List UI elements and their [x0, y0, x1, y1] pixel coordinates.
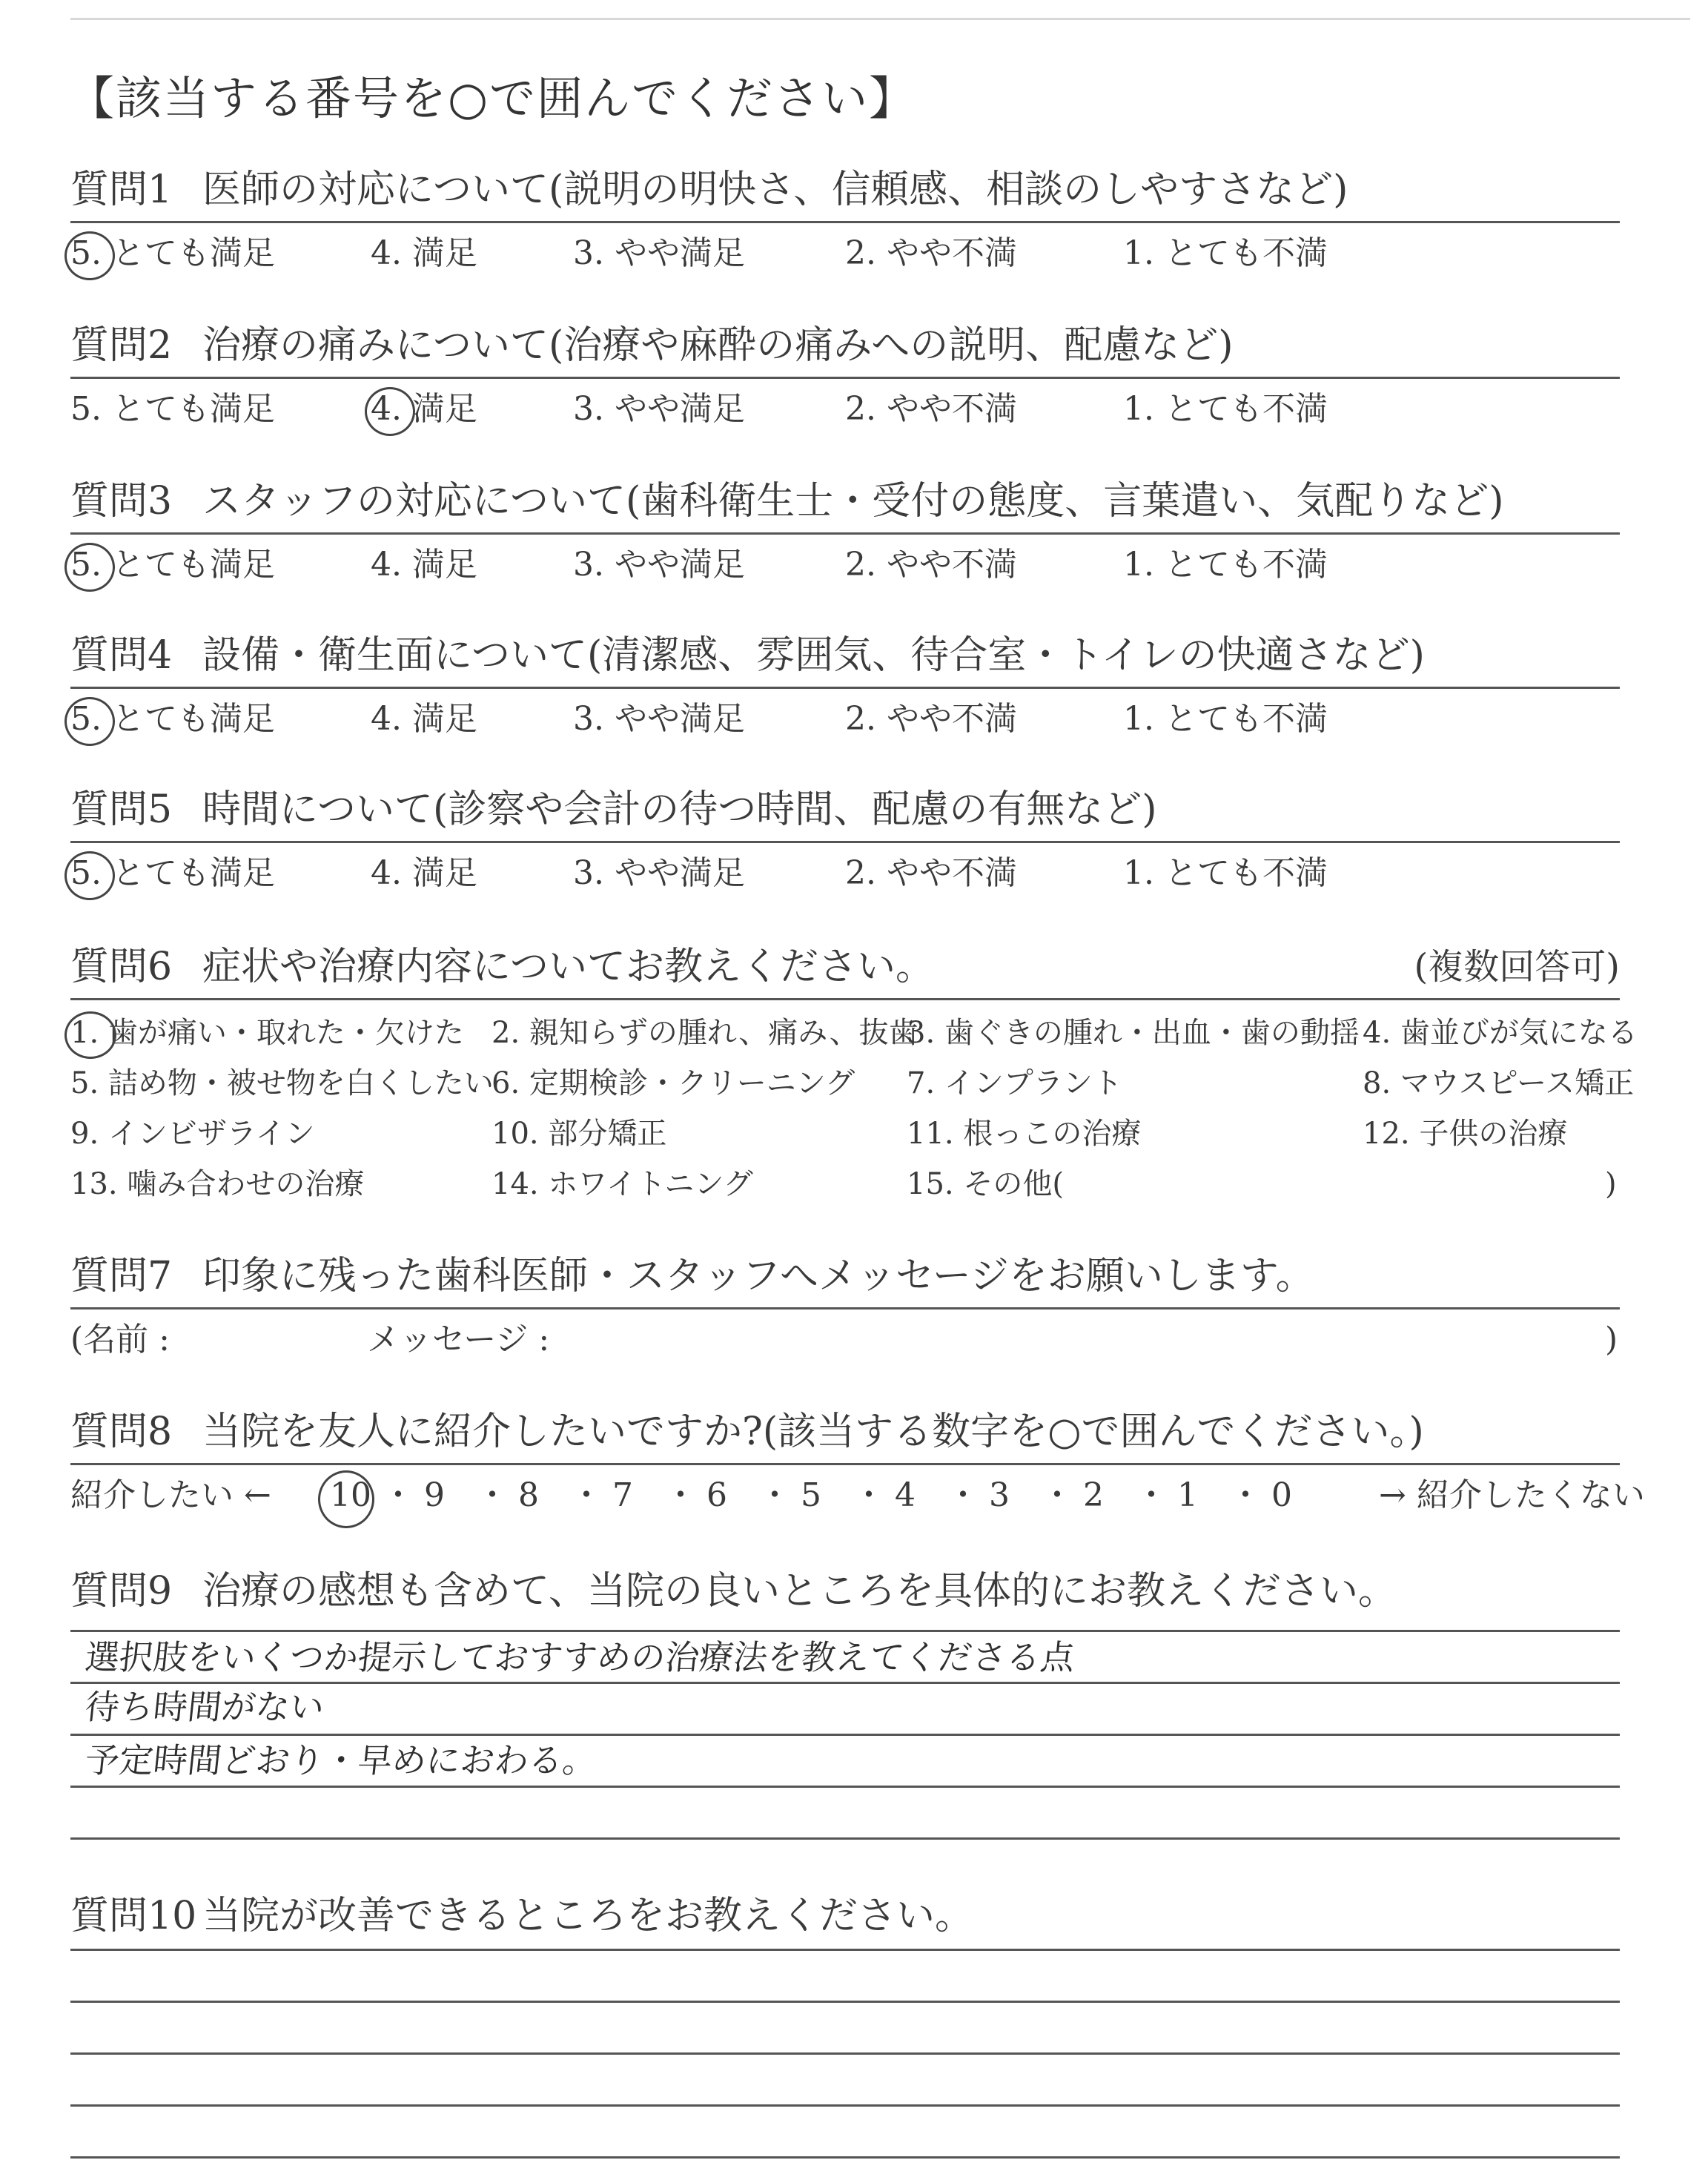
scale-value[interactable]: 7 — [612, 1476, 633, 1514]
symptom-option[interactable]: 4. 歯並びが気になる — [1363, 1016, 1638, 1050]
question-text: 当院が改善できるところをお教えください。 — [202, 1894, 974, 1938]
scale-value[interactable]: 9 — [424, 1476, 445, 1514]
rating-option[interactable]: 5. とても満足 — [70, 854, 275, 892]
answer-line — [70, 2156, 1620, 2159]
rating-options — [70, 383, 1620, 436]
question-title — [70, 1249, 1314, 1303]
message-field[interactable] — [70, 1313, 1620, 1367]
question-underline — [70, 998, 1620, 1000]
scale-separator: ・ — [853, 1476, 885, 1514]
rating-options — [70, 693, 1620, 746]
answer-line — [70, 1786, 1620, 1788]
answer-circle-mark — [64, 1011, 116, 1059]
rating-option[interactable]: 1. とても不満 — [1123, 854, 1328, 892]
question-text: 設備・衛生面について(清潔感、雰囲気、待合室・トイレの快適さなど) — [202, 633, 1425, 678]
rating-option[interactable]: 2. やや不満 — [845, 854, 1017, 892]
answer-line — [70, 1837, 1620, 1840]
rating-option[interactable]: 3. やや満足 — [573, 854, 745, 892]
handwritten-answer: 選択肢をいくつか提示しておすすめの治療法を教えてくださる点 — [83, 1637, 1077, 1677]
scale-value[interactable]: 4 — [895, 1476, 916, 1514]
rating-option[interactable]: 1. とても不満 — [1123, 546, 1328, 584]
symptom-option[interactable]: 12. 子供の治療 — [1363, 1117, 1568, 1151]
question-number: 質問2 — [70, 323, 173, 368]
answer-circle-mark — [64, 851, 115, 900]
multiple-answer-note: (複数回答可) — [1414, 946, 1620, 988]
question-text: 当院を友人に紹介したいですか?(該当する数字を○で囲んでください。) — [202, 1410, 1424, 1454]
answer-circle-mark — [64, 697, 115, 746]
question-underline — [70, 1463, 1620, 1465]
question-text: 治療の感想も含めて、当院の良いところを具体的にお教えください。 — [202, 1569, 1397, 1614]
answer-circle-mark — [365, 387, 415, 436]
rating-option[interactable]: 2. やや不満 — [845, 390, 1017, 428]
question-text: スタッフの対応について(歯科衛生士・受付の態度、言葉遣い、気配りなど) — [202, 479, 1504, 524]
scale-separator: ・ — [664, 1476, 697, 1514]
scale-separator: ・ — [476, 1476, 509, 1514]
scale-value[interactable]: 2 — [1083, 1476, 1104, 1514]
rating-option[interactable]: 5. とても満足 — [70, 390, 275, 428]
referral-scale — [70, 1469, 1645, 1522]
question-title — [70, 319, 1234, 372]
rating-option[interactable]: 2. やや不満 — [845, 700, 1017, 738]
question-title — [70, 629, 1425, 682]
question-underline — [70, 221, 1620, 223]
close-paren: ) — [1605, 1321, 1618, 1358]
question-underline — [70, 841, 1620, 843]
symptom-option[interactable]: 6. 定期検診・クリーニング — [491, 1066, 855, 1100]
rating-options — [70, 538, 1620, 592]
question-number: 質問5 — [70, 787, 173, 832]
rating-options — [70, 227, 1620, 280]
question-underline — [70, 532, 1620, 535]
symptom-option[interactable]: 10. 部分矯正 — [491, 1117, 667, 1151]
rating-option[interactable]: 2. やや不満 — [845, 234, 1017, 272]
answer-line — [70, 2052, 1620, 2055]
scale-value[interactable]: 10 — [330, 1476, 371, 1514]
question-title — [70, 940, 934, 994]
answer-circle-mark — [64, 543, 115, 592]
answer-line — [70, 1949, 1620, 1951]
answer-line — [70, 1734, 1620, 1736]
scale-separator: ・ — [382, 1476, 414, 1514]
answer-line — [70, 2104, 1620, 2107]
scale-value[interactable]: 8 — [518, 1476, 539, 1514]
page-heading: 【該当する番号を○で囲んでください】 — [68, 71, 917, 125]
scale-value[interactable]: 0 — [1271, 1476, 1292, 1514]
question-number: 質問1 — [70, 168, 173, 212]
rating-option[interactable]: 4. 満足 — [371, 234, 477, 272]
symptom-option[interactable]: 5. 詰め物・被せ物を白くしたい — [70, 1066, 494, 1100]
scale-separator: ・ — [947, 1476, 979, 1514]
symptom-option[interactable]: 3. 歯ぐきの腫れ・出血・歯の動揺 — [907, 1016, 1360, 1050]
symptom-option[interactable]: 11. 根っこの治療 — [907, 1117, 1142, 1151]
question-title — [70, 1405, 1424, 1459]
question-title — [70, 163, 1348, 217]
question-number: 質問9 — [70, 1569, 173, 1614]
scale-separator: ・ — [758, 1476, 791, 1514]
top-border — [70, 18, 1690, 20]
question-text: 医師の対応について(説明の明快さ、信頼感、相談のしやすさなど) — [202, 168, 1348, 212]
answer-circle-mark — [318, 1470, 374, 1528]
question-title — [70, 1565, 1397, 1618]
rating-option[interactable]: 3. やや満足 — [573, 234, 745, 272]
rating-option[interactable]: 1. とても不満 — [1123, 234, 1328, 272]
rating-option[interactable]: 2. やや不満 — [845, 546, 1017, 584]
rating-option[interactable]: 1. とても不満 — [1123, 390, 1328, 428]
symptom-option[interactable]: 14. ホワイトニング — [491, 1167, 753, 1201]
answer-line — [70, 2001, 1620, 2003]
question-number: 質問10 — [70, 1894, 197, 1938]
answer-line — [70, 1630, 1620, 1632]
question-text: 治療の痛みについて(治療や麻酔の痛みへの説明、配慮など) — [202, 323, 1234, 368]
rating-option[interactable]: 3. やや満足 — [573, 546, 745, 584]
question-title — [70, 1889, 973, 1943]
scale-separator: ・ — [570, 1476, 603, 1514]
symptom-option[interactable]: 2. 親知らずの腫れ、痛み、抜歯 — [491, 1016, 918, 1050]
question-text: 症状や治療内容についてお教えください。 — [202, 945, 934, 989]
question-number: 質問6 — [70, 945, 173, 989]
scale-separator: ・ — [1229, 1476, 1262, 1514]
question-number: 質問7 — [70, 1254, 173, 1298]
rating-option[interactable]: 5. とても満足 — [70, 700, 275, 738]
scale-value[interactable]: 5 — [801, 1476, 821, 1514]
question-text: 印象に残った歯科医師・スタッフへメッセージをお願いします。 — [202, 1254, 1314, 1298]
rating-option[interactable]: 4. 満足 — [371, 390, 477, 428]
symptom-option[interactable]: 9. インビザライン — [70, 1117, 315, 1151]
rating-option[interactable]: 5. とても満足 — [70, 546, 275, 584]
question-number: 質問4 — [70, 633, 173, 678]
symptom-option[interactable]: 1. 歯が痛い・取れた・欠けた — [70, 1016, 464, 1050]
rating-option[interactable]: 5. とても満足 — [70, 234, 275, 272]
rating-option[interactable]: 4. 満足 — [371, 546, 477, 584]
rating-option[interactable]: 3. やや満足 — [573, 390, 745, 428]
symptom-option[interactable]: 15. その他( — [907, 1167, 1064, 1201]
question-number: 質問8 — [70, 1410, 173, 1454]
question-underline — [70, 377, 1620, 379]
message-label: メッセージ : — [367, 1321, 550, 1358]
question-underline — [70, 1307, 1620, 1309]
scale-value[interactable]: 1 — [1177, 1476, 1198, 1514]
scale-value[interactable]: 6 — [706, 1476, 727, 1514]
symptom-option[interactable]: 7. インプラント — [907, 1066, 1122, 1100]
rating-option[interactable]: 1. とても不満 — [1123, 700, 1328, 738]
question-title — [70, 475, 1504, 528]
name-label: (名前 : — [70, 1321, 170, 1358]
scale-separator: ・ — [1041, 1476, 1073, 1514]
question-underline — [70, 687, 1620, 689]
scale-right-label: → 紹介したくない — [1379, 1476, 1645, 1514]
question-title — [70, 783, 1157, 836]
symptom-option[interactable]: 8. マウスピース矯正 — [1363, 1066, 1635, 1100]
handwritten-answer: 予定時間どおり・早めにおわる。 — [83, 1740, 599, 1780]
answer-circle-mark — [64, 231, 115, 280]
symptom-option[interactable]: 13. 噛み合わせの治療 — [70, 1167, 365, 1201]
other-close-paren: ) — [1605, 1167, 1617, 1201]
scale-left-label: 紹介したい ← — [70, 1476, 271, 1514]
scale-value[interactable]: 3 — [989, 1476, 1010, 1514]
handwritten-answer: 待ち時間がない — [83, 1687, 326, 1727]
question-number: 質問3 — [70, 479, 173, 524]
rating-option[interactable]: 4. 満足 — [371, 854, 477, 892]
rating-option[interactable]: 3. やや満足 — [573, 700, 745, 738]
rating-option[interactable]: 4. 満足 — [371, 700, 477, 738]
scale-separator: ・ — [1135, 1476, 1168, 1514]
rating-options — [70, 847, 1620, 900]
question-text: 時間について(診察や会計の待つ時間、配慮の有無など) — [202, 787, 1157, 832]
